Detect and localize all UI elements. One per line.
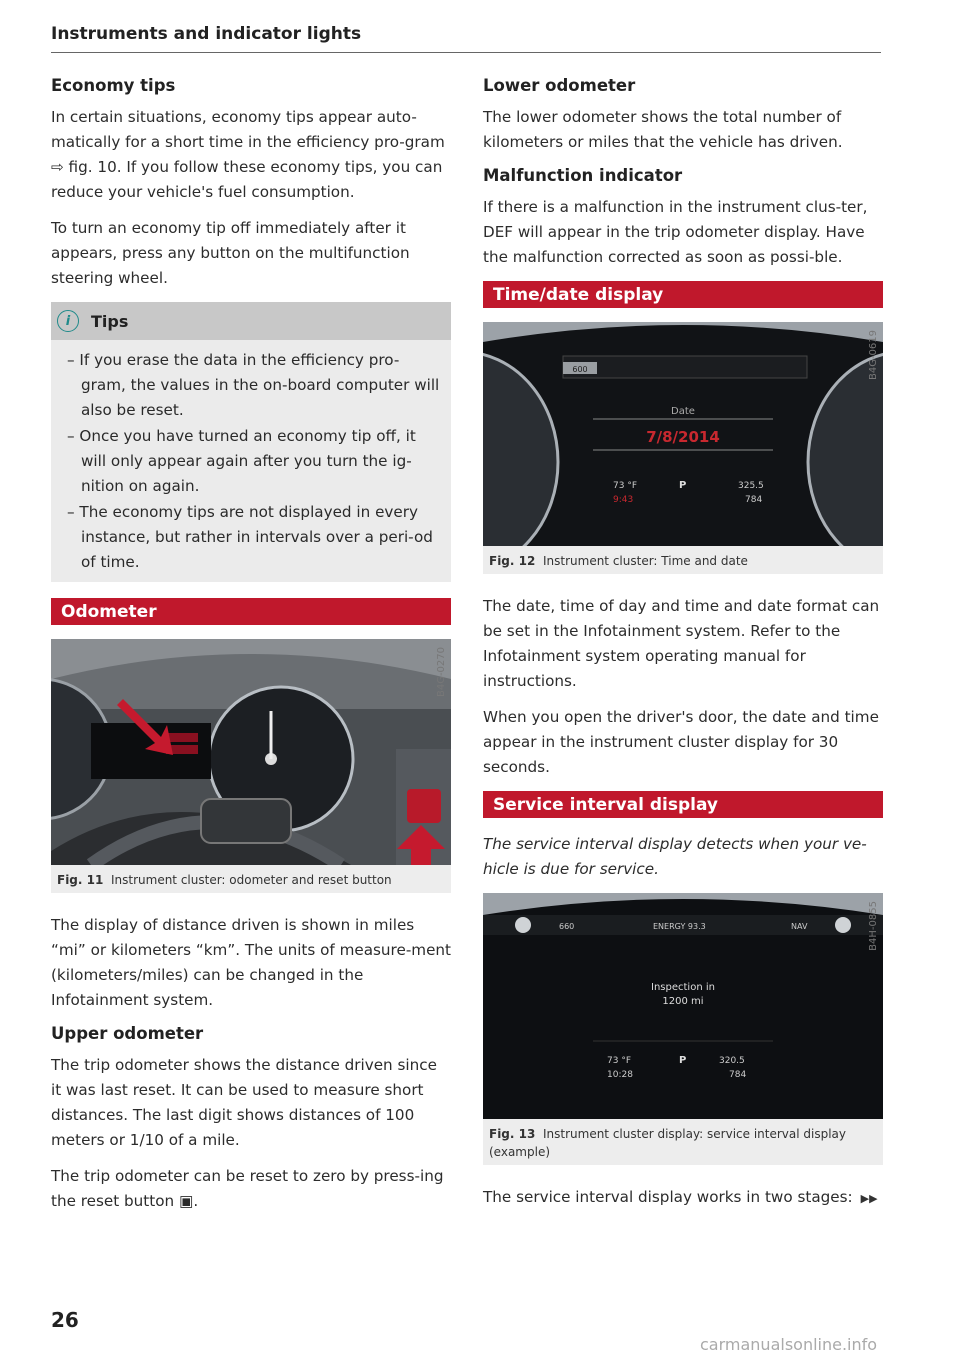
timedate-screen-time: 9:43: [613, 495, 634, 505]
economy-tips-heading: Economy tips: [51, 76, 176, 95]
timedate-p2: When you open the driver's door, the date and time appear in the instrument cluster display for 30 seconds.: [483, 708, 879, 776]
timedate-screen-label: Date: [671, 406, 695, 417]
figure-13-caption: [483, 1119, 883, 1165]
timedate-screen-date: 7/8/2014: [646, 428, 720, 446]
service-cluster-illustration: [483, 893, 883, 1119]
service-screen-time: 10:28: [607, 1070, 633, 1080]
running-header: Instruments and indicator lights: [51, 24, 362, 44]
service-screen-line2: 1200 mi: [662, 996, 704, 1007]
figure-11: [51, 639, 451, 893]
malfunction-heading: Malfunction indicator: [483, 166, 683, 185]
figure-12-label: Fig. 12: [489, 554, 536, 568]
odometer-cluster-image: [51, 639, 451, 865]
header-rule: [51, 52, 881, 53]
left-column: [51, 76, 451, 1225]
upper-odometer-p1: The trip odometer shows the distance driven since it was last reset. It can be used to measure short distances. The last digit shows distances of 100 meters or 1/10 of a mile.: [51, 1056, 437, 1149]
service-screen-line1: Inspection in: [651, 982, 715, 993]
timedate-screen-gear: P: [679, 480, 687, 491]
figure-11-caption-text: Instrument cluster: odometer and reset button: [110, 873, 392, 887]
tips-header: [51, 302, 451, 340]
tips-list: [51, 340, 451, 582]
timedate-screen-odo: 600: [572, 365, 588, 374]
figure-11-label: Fig. 11: [57, 873, 104, 887]
service-screen-total: 784: [729, 1070, 747, 1080]
tips-item: – If you erase the data in the efficiency pro-gram, the values in the on-board computer will also be reset.: [61, 348, 441, 423]
odometer-cluster-illustration: [51, 639, 451, 865]
service-screen-gear: P: [679, 1055, 687, 1066]
malfunction-p: If there is a malfunction in the instrument clus-ter, DEF will appear in the trip odometer display. Have the malfunction corrected as soon as possi-ble.: [483, 198, 868, 266]
service-screen-energy: ENERGY 93.3: [653, 922, 706, 931]
timedate-p1: The date, time of day and time and date format can be set in the Infotainment system. Refer to the Infotainment system operating manual for instructions.: [483, 597, 880, 690]
timedate-section-bar: Time/date display: [483, 281, 883, 308]
odometer-p1: The display of distance driven is shown in miles “mi” or kilometers “km”. The units of measure-ment (kilometers/miles) can be changed in the Infotainment system.: [51, 916, 452, 1009]
service-screen-odo: 660: [559, 922, 575, 931]
service-screen-trip: 320.5: [719, 1056, 745, 1066]
service-intro: The service interval display detects when your ve-hicle is due for service.: [483, 835, 867, 878]
figure-12-code: B4G-0619: [868, 330, 879, 381]
page-number: 26: [51, 1308, 79, 1332]
right-column: [483, 76, 883, 1222]
figure-13: [483, 893, 883, 1165]
service-screen-nav: NAV: [791, 922, 808, 931]
upper-odometer-p2: The trip odometer can be reset to zero by press-ing the reset button ▣.: [51, 1167, 444, 1210]
footer-site-watermark: carmanualsonline.info: [700, 1335, 878, 1354]
timedate-screen-total: 784: [745, 495, 763, 505]
service-cluster-image: [483, 893, 883, 1119]
lower-odometer-p: The lower odometer shows the total number of kilometers or miles that the vehicle has driven.: [483, 108, 843, 151]
service-screen-temp: 73 °F: [607, 1056, 631, 1066]
figure-13-caption-text: Instrument cluster display: service interval display (example): [489, 1127, 847, 1159]
figure-12: [483, 322, 883, 574]
tips-box: [51, 302, 451, 582]
timedate-screen-temp: 73 °F: [613, 481, 637, 491]
figure-11-code: B4G-0270: [436, 647, 447, 698]
economy-tips-p1: In certain situations, economy tips appear auto-matically for a short time in the efficiency pro-gram ⇨ fig. 10. If you follow these economy tips, you can reduce your vehicle's fuel consumption.: [51, 108, 445, 201]
timedate-screen-trip: 325.5: [738, 481, 764, 491]
timedate-cluster-illustration: [483, 322, 883, 546]
timedate-cluster-image: [483, 322, 883, 546]
service-p1: [483, 1185, 883, 1211]
tips-item: – Once you have turned an economy tip off, it will only appear again after you turn the ig-nition on again.: [61, 424, 441, 499]
service-p1-text: The service interval display works in two stages:: [483, 1188, 853, 1206]
figure-13-label: Fig. 13: [489, 1127, 536, 1141]
economy-tips-p2: To turn an economy tip off immediately after it appears, press any button on the multifunction steering wheel.: [51, 219, 410, 287]
figure-13-code: B4H-0855: [868, 901, 879, 951]
figure-12-caption-text: Instrument cluster: Time and date: [542, 554, 748, 568]
odometer-section-bar: Odometer: [51, 598, 451, 625]
lower-odometer-heading: Lower odometer: [483, 76, 636, 95]
service-section-bar: Service interval display: [483, 791, 883, 818]
tips-title: Tips: [91, 311, 129, 331]
figure-11-caption: [51, 865, 451, 893]
tips-item: – The economy tips are not displayed in every instance, but rather in intervals over a peri-od of time.: [61, 500, 441, 575]
upper-odometer-heading: Upper odometer: [51, 1024, 204, 1043]
figure-12-caption: [483, 546, 883, 574]
info-icon: i: [57, 310, 79, 332]
continue-arrow-icon: ▶▶: [860, 1192, 878, 1205]
